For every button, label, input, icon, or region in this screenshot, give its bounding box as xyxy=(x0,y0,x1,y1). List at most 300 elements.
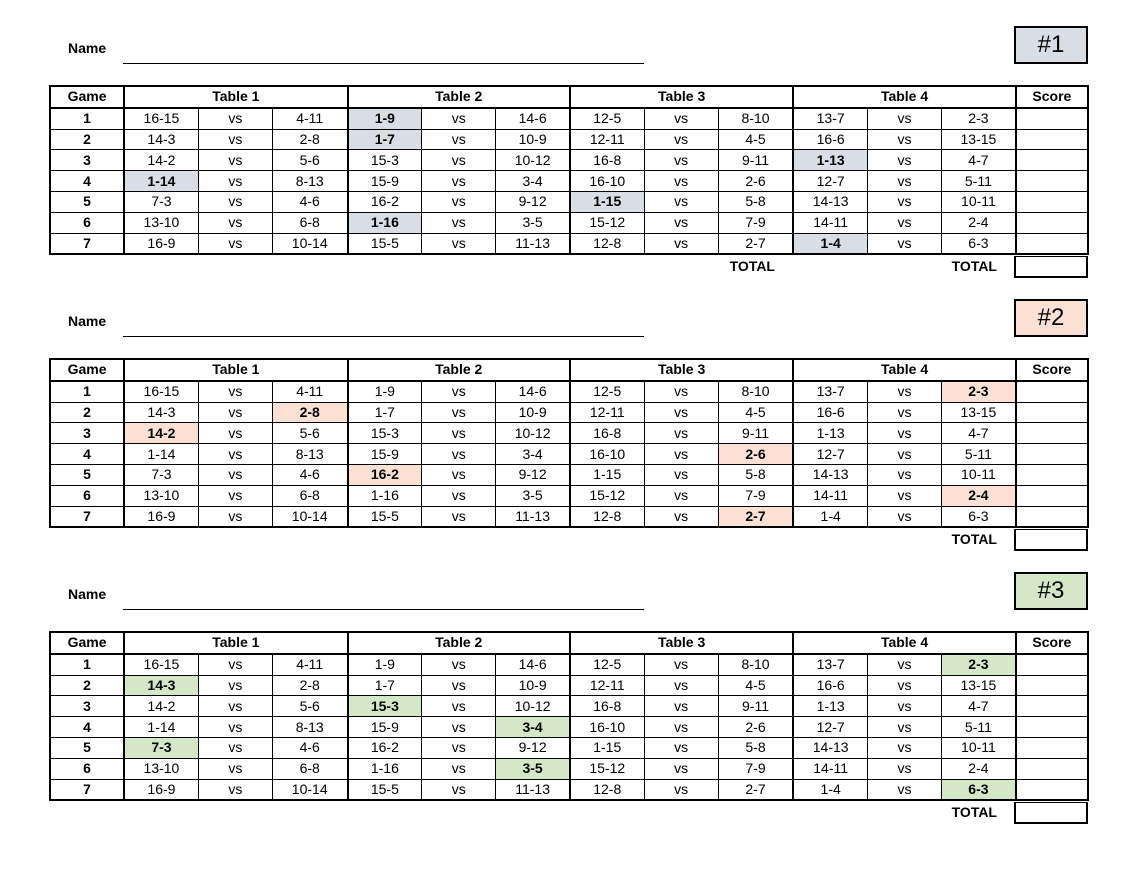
vs-cell: vs xyxy=(867,675,941,696)
pairing-cell: 16-9 xyxy=(124,506,198,527)
pairing-cell: 14-6 xyxy=(496,381,570,402)
pairing-cell: 5-11 xyxy=(942,717,1016,738)
vs-cell: vs xyxy=(644,779,718,800)
vs-cell: vs xyxy=(867,444,941,465)
pairing-cell: 1-9 xyxy=(348,654,422,675)
pairing-cell: 13-10 xyxy=(124,485,198,506)
pairing-cell: 10-9 xyxy=(496,675,570,696)
score-cell[interactable] xyxy=(1016,129,1088,150)
game-number: 4 xyxy=(50,444,124,465)
pairing-cell: 15-3 xyxy=(348,423,422,444)
vs-cell: vs xyxy=(422,129,496,150)
header-row xyxy=(50,86,1088,108)
vs-cell: vs xyxy=(198,758,272,779)
game-number: 7 xyxy=(50,779,124,800)
pairing-cell: 2-3 xyxy=(942,381,1016,402)
pairing-cell: 15-9 xyxy=(348,171,422,192)
vs-cell: vs xyxy=(198,506,272,527)
vs-cell: vs xyxy=(644,129,718,150)
pairing-cell: 14-2 xyxy=(124,423,198,444)
score-cell[interactable] xyxy=(1016,464,1088,485)
schedule-table xyxy=(49,358,1089,528)
pairing-cell: 1-9 xyxy=(348,381,422,402)
column-header: Game xyxy=(50,632,124,654)
score-cell[interactable] xyxy=(1016,150,1088,171)
pairing-cell: 2-8 xyxy=(272,402,347,423)
pairing-cell: 3-4 xyxy=(496,171,570,192)
pairing-cell: 16-2 xyxy=(348,464,422,485)
vs-cell: vs xyxy=(422,423,496,444)
pairing-cell: 1-7 xyxy=(348,402,422,423)
pairing-cell: 16-8 xyxy=(570,423,644,444)
table-row xyxy=(50,402,1088,423)
pairing-cell: 4-11 xyxy=(272,654,347,675)
table-row xyxy=(50,381,1088,402)
pairing-cell: 8-10 xyxy=(718,381,793,402)
pairing-cell: 10-12 xyxy=(496,150,570,171)
vs-cell: vs xyxy=(644,675,718,696)
score-cell[interactable] xyxy=(1016,779,1088,800)
pairing-cell: 12-5 xyxy=(570,108,644,129)
name-line[interactable] xyxy=(123,336,644,337)
pairing-cell: 4-5 xyxy=(718,129,793,150)
vs-cell: vs xyxy=(198,717,272,738)
pairing-cell: 13-15 xyxy=(942,402,1016,423)
pairing-cell: 13-7 xyxy=(793,108,867,129)
score-cell[interactable] xyxy=(1016,444,1088,465)
pairing-cell: 12-8 xyxy=(570,233,644,254)
score-cell[interactable] xyxy=(1016,506,1088,527)
pairing-cell: 15-12 xyxy=(570,485,644,506)
totals-row xyxy=(49,529,1089,551)
pairing-cell: 14-6 xyxy=(496,108,570,129)
table-row xyxy=(50,150,1088,171)
pairing-cell: 2-8 xyxy=(272,129,347,150)
pairing-cell: 14-6 xyxy=(496,654,570,675)
pairing-cell: 7-3 xyxy=(124,737,198,758)
score-cell[interactable] xyxy=(1016,171,1088,192)
score-cell[interactable] xyxy=(1016,191,1088,212)
pairing-cell: 1-13 xyxy=(793,423,867,444)
vs-cell: vs xyxy=(644,402,718,423)
vs-cell: vs xyxy=(422,233,496,254)
pairing-cell: 4-6 xyxy=(272,191,347,212)
pairing-cell: 1-15 xyxy=(570,464,644,485)
game-number: 6 xyxy=(50,212,124,233)
vs-cell: vs xyxy=(867,129,941,150)
game-number: 7 xyxy=(50,233,124,254)
pairing-cell: 2-6 xyxy=(718,717,793,738)
pairing-cell: 12-5 xyxy=(570,381,644,402)
pairing-cell: 8-13 xyxy=(272,717,347,738)
vs-cell: vs xyxy=(422,191,496,212)
vs-cell: vs xyxy=(867,758,941,779)
column-header: Table 3 xyxy=(570,359,793,381)
player-number-badge: #1 xyxy=(1014,26,1088,64)
pairing-cell: 5-8 xyxy=(718,464,793,485)
pairing-cell: 12-7 xyxy=(793,717,867,738)
pairing-cell: 7-3 xyxy=(124,464,198,485)
table-row xyxy=(50,423,1088,444)
pairing-cell: 4-7 xyxy=(942,696,1016,717)
pairing-cell: 15-9 xyxy=(348,717,422,738)
game-number: 1 xyxy=(50,654,124,675)
pairing-cell: 2-3 xyxy=(942,108,1016,129)
pairing-cell: 6-8 xyxy=(272,485,347,506)
score-cell[interactable] xyxy=(1016,758,1088,779)
pairing-cell: 2-6 xyxy=(718,171,793,192)
pairing-cell: 1-14 xyxy=(124,444,198,465)
pairing-cell: 10-14 xyxy=(272,233,347,254)
pairing-cell: 16-8 xyxy=(570,696,644,717)
name-label: Name xyxy=(68,40,107,56)
pairing-cell: 1-13 xyxy=(793,696,867,717)
game-number: 3 xyxy=(50,423,124,444)
total-label: TOTAL xyxy=(951,531,997,547)
table-row xyxy=(50,171,1088,192)
pairing-cell: 16-15 xyxy=(124,108,198,129)
table-row xyxy=(50,108,1088,129)
vs-cell: vs xyxy=(198,150,272,171)
pairing-cell: 12-7 xyxy=(793,171,867,192)
vs-cell: vs xyxy=(867,212,941,233)
game-number: 2 xyxy=(50,675,124,696)
vs-cell: vs xyxy=(867,696,941,717)
pairing-cell: 4-6 xyxy=(272,737,347,758)
pairing-cell: 3-5 xyxy=(496,485,570,506)
pairing-cell: 7-9 xyxy=(718,485,793,506)
pairing-cell: 10-11 xyxy=(942,464,1016,485)
vs-cell: vs xyxy=(422,737,496,758)
pairing-cell: 2-6 xyxy=(718,444,793,465)
vs-cell: vs xyxy=(422,654,496,675)
pairing-cell: 1-13 xyxy=(793,150,867,171)
name-line[interactable] xyxy=(123,63,644,64)
vs-cell: vs xyxy=(198,779,272,800)
vs-cell: vs xyxy=(644,485,718,506)
game-number: 6 xyxy=(50,485,124,506)
game-number: 3 xyxy=(50,696,124,717)
vs-cell: vs xyxy=(198,191,272,212)
score-cell[interactable] xyxy=(1016,654,1088,675)
pairing-cell: 8-13 xyxy=(272,444,347,465)
pairing-cell: 1-9 xyxy=(348,108,422,129)
pairing-cell: 9-12 xyxy=(496,737,570,758)
pairing-cell: 15-5 xyxy=(348,779,422,800)
pairing-cell: 9-11 xyxy=(718,150,793,171)
vs-cell: vs xyxy=(867,191,941,212)
vs-cell: vs xyxy=(422,381,496,402)
table-row xyxy=(50,506,1088,527)
column-header: Table 3 xyxy=(570,86,793,108)
pairing-cell: 14-11 xyxy=(793,485,867,506)
column-header: Score xyxy=(1016,359,1088,381)
score-cell[interactable] xyxy=(1016,212,1088,233)
name-label: Name xyxy=(68,586,107,602)
vs-cell: vs xyxy=(198,464,272,485)
score-cell[interactable] xyxy=(1016,233,1088,254)
totals-row xyxy=(49,256,1089,278)
pairing-cell: 14-2 xyxy=(124,150,198,171)
vs-cell: vs xyxy=(422,444,496,465)
table-row xyxy=(50,129,1088,150)
vs-cell: vs xyxy=(198,654,272,675)
pairing-cell: 2-3 xyxy=(942,654,1016,675)
pairing-cell: 2-4 xyxy=(942,485,1016,506)
score-cell[interactable] xyxy=(1016,485,1088,506)
pairing-cell: 16-6 xyxy=(793,675,867,696)
pairing-cell: 6-3 xyxy=(942,779,1016,800)
pairing-cell: 8-13 xyxy=(272,171,347,192)
vs-cell: vs xyxy=(422,696,496,717)
vs-cell: vs xyxy=(198,212,272,233)
vs-cell: vs xyxy=(867,654,941,675)
game-number: 5 xyxy=(50,191,124,212)
pairing-cell: 1-4 xyxy=(793,779,867,800)
pairing-cell: 12-11 xyxy=(570,129,644,150)
vs-cell: vs xyxy=(644,108,718,129)
pairing-cell: 16-6 xyxy=(793,129,867,150)
vs-cell: vs xyxy=(198,675,272,696)
pairing-cell: 4-7 xyxy=(942,423,1016,444)
game-number: 5 xyxy=(50,737,124,758)
vs-cell: vs xyxy=(644,150,718,171)
pairing-cell: 3-4 xyxy=(496,717,570,738)
vs-cell: vs xyxy=(644,696,718,717)
vs-cell: vs xyxy=(422,150,496,171)
pairing-cell: 12-8 xyxy=(570,779,644,800)
column-header: Table 2 xyxy=(348,359,570,381)
pairing-cell: 9-12 xyxy=(496,464,570,485)
pairing-cell: 16-15 xyxy=(124,381,198,402)
pairing-cell: 5-6 xyxy=(272,696,347,717)
pairing-cell: 2-4 xyxy=(942,758,1016,779)
pairing-cell: 1-14 xyxy=(124,717,198,738)
vs-cell: vs xyxy=(644,191,718,212)
pairing-cell: 10-9 xyxy=(496,402,570,423)
vs-cell: vs xyxy=(422,108,496,129)
vs-cell: vs xyxy=(867,464,941,485)
column-header: Score xyxy=(1016,86,1088,108)
vs-cell: vs xyxy=(198,108,272,129)
score-cell[interactable] xyxy=(1016,402,1088,423)
vs-cell: vs xyxy=(644,212,718,233)
pairing-cell: 10-14 xyxy=(272,779,347,800)
table-row xyxy=(50,212,1088,233)
game-number: 7 xyxy=(50,506,124,527)
pairing-cell: 16-10 xyxy=(570,444,644,465)
pairing-cell: 16-15 xyxy=(124,654,198,675)
vs-cell: vs xyxy=(644,423,718,444)
vs-cell: vs xyxy=(422,485,496,506)
score-cell[interactable] xyxy=(1016,381,1088,402)
pairing-cell: 4-11 xyxy=(272,381,347,402)
vs-cell: vs xyxy=(644,233,718,254)
vs-cell: vs xyxy=(422,506,496,527)
pairing-cell: 12-11 xyxy=(570,675,644,696)
pairing-cell: 6-3 xyxy=(942,233,1016,254)
pairing-cell: 13-15 xyxy=(942,675,1016,696)
pairing-cell: 7-9 xyxy=(718,758,793,779)
game-number: 1 xyxy=(50,381,124,402)
score-cell[interactable] xyxy=(1016,423,1088,444)
vs-cell: vs xyxy=(422,675,496,696)
pairing-cell: 12-8 xyxy=(570,506,644,527)
table-row xyxy=(50,191,1088,212)
total-score-box[interactable] xyxy=(1014,256,1088,278)
vs-cell: vs xyxy=(644,737,718,758)
pairing-cell: 9-12 xyxy=(496,191,570,212)
pairing-cell: 7-3 xyxy=(124,191,198,212)
vs-cell: vs xyxy=(198,737,272,758)
pairing-cell: 4-7 xyxy=(942,150,1016,171)
pairing-cell: 1-16 xyxy=(348,212,422,233)
game-number: 1 xyxy=(50,108,124,129)
pairing-cell: 10-11 xyxy=(942,191,1016,212)
table-row xyxy=(50,464,1088,485)
pairing-cell: 6-8 xyxy=(272,758,347,779)
vs-cell: vs xyxy=(867,381,941,402)
score-cell[interactable] xyxy=(1016,696,1088,717)
total-label: TOTAL xyxy=(951,258,997,274)
pairing-cell: 16-9 xyxy=(124,233,198,254)
pairing-cell: 12-5 xyxy=(570,654,644,675)
pairing-cell: 10-11 xyxy=(942,737,1016,758)
column-header: Game xyxy=(50,86,124,108)
vs-cell: vs xyxy=(422,212,496,233)
vs-cell: vs xyxy=(867,233,941,254)
pairing-cell: 5-11 xyxy=(942,444,1016,465)
column-header: Table 4 xyxy=(793,359,1015,381)
vs-cell: vs xyxy=(867,108,941,129)
pairing-cell: 16-10 xyxy=(570,171,644,192)
column-header: Game xyxy=(50,359,124,381)
vs-cell: vs xyxy=(422,758,496,779)
vs-cell: vs xyxy=(644,171,718,192)
vs-cell: vs xyxy=(422,402,496,423)
vs-cell: vs xyxy=(644,758,718,779)
pairing-cell: 2-8 xyxy=(272,675,347,696)
pairing-cell: 14-3 xyxy=(124,402,198,423)
name-line[interactable] xyxy=(123,609,644,610)
game-number: 2 xyxy=(50,402,124,423)
pairing-cell: 14-2 xyxy=(124,696,198,717)
pairing-cell: 15-5 xyxy=(348,506,422,527)
schedule-table xyxy=(49,85,1089,255)
pairing-cell: 2-7 xyxy=(718,779,793,800)
vs-cell: vs xyxy=(422,779,496,800)
pairing-cell: 5-6 xyxy=(272,423,347,444)
vs-cell: vs xyxy=(867,150,941,171)
pairing-cell: 2-7 xyxy=(718,233,793,254)
pairing-cell: 5-8 xyxy=(718,191,793,212)
pairing-cell: 14-3 xyxy=(124,129,198,150)
total-label: TOTAL xyxy=(951,804,997,820)
vs-cell: vs xyxy=(867,171,941,192)
pairing-cell: 6-8 xyxy=(272,212,347,233)
total-label: TOTAL xyxy=(729,258,775,274)
score-cell[interactable] xyxy=(1016,675,1088,696)
table-row xyxy=(50,233,1088,254)
vs-cell: vs xyxy=(867,402,941,423)
pairing-cell: 4-5 xyxy=(718,675,793,696)
vs-cell: vs xyxy=(644,444,718,465)
pairing-cell: 9-11 xyxy=(718,423,793,444)
pairing-cell: 13-10 xyxy=(124,758,198,779)
table-row xyxy=(50,758,1088,779)
pairing-cell: 14-3 xyxy=(124,675,198,696)
table-row xyxy=(50,737,1088,758)
vs-cell: vs xyxy=(198,696,272,717)
pairing-cell: 13-15 xyxy=(942,129,1016,150)
pairing-cell: 1-7 xyxy=(348,675,422,696)
column-header: Table 2 xyxy=(348,632,570,654)
column-header: Table 1 xyxy=(124,632,347,654)
table-row xyxy=(50,696,1088,717)
table-row xyxy=(50,485,1088,506)
vs-cell: vs xyxy=(198,129,272,150)
pairing-cell: 16-2 xyxy=(348,737,422,758)
score-cell[interactable] xyxy=(1016,737,1088,758)
game-number: 5 xyxy=(50,464,124,485)
game-number: 6 xyxy=(50,758,124,779)
pairing-cell: 4-11 xyxy=(272,108,347,129)
pairing-cell: 12-7 xyxy=(793,444,867,465)
vs-cell: vs xyxy=(867,506,941,527)
column-header: Table 4 xyxy=(793,632,1015,654)
pairing-cell: 14-13 xyxy=(793,737,867,758)
vs-cell: vs xyxy=(644,506,718,527)
vs-cell: vs xyxy=(867,717,941,738)
table-row xyxy=(50,654,1088,675)
pairing-cell: 15-3 xyxy=(348,150,422,171)
pairing-cell: 4-6 xyxy=(272,464,347,485)
pairing-cell: 2-4 xyxy=(942,212,1016,233)
vs-cell: vs xyxy=(644,464,718,485)
pairing-cell: 15-9 xyxy=(348,444,422,465)
vs-cell: vs xyxy=(198,171,272,192)
column-header: Table 2 xyxy=(348,86,570,108)
pairing-cell: 13-10 xyxy=(124,212,198,233)
pairing-cell: 14-11 xyxy=(793,758,867,779)
schedule-table xyxy=(49,631,1089,801)
pairing-cell: 4-5 xyxy=(718,402,793,423)
pairing-cell: 11-13 xyxy=(496,779,570,800)
pairing-cell: 1-15 xyxy=(570,737,644,758)
game-number: 2 xyxy=(50,129,124,150)
pairing-cell: 5-6 xyxy=(272,150,347,171)
vs-cell: vs xyxy=(867,423,941,444)
vs-cell: vs xyxy=(867,779,941,800)
pairing-cell: 16-2 xyxy=(348,191,422,212)
vs-cell: vs xyxy=(867,737,941,758)
column-header: Score xyxy=(1016,632,1088,654)
score-cell[interactable] xyxy=(1016,108,1088,129)
pairing-cell: 1-16 xyxy=(348,485,422,506)
score-cell[interactable] xyxy=(1016,717,1088,738)
header-row xyxy=(50,632,1088,654)
total-score-box[interactable] xyxy=(1014,529,1088,551)
pairing-cell: 7-9 xyxy=(718,212,793,233)
pairing-cell: 14-13 xyxy=(793,191,867,212)
vs-cell: vs xyxy=(198,233,272,254)
column-header: Table 1 xyxy=(124,359,347,381)
pairing-cell: 15-5 xyxy=(348,233,422,254)
pairing-cell: 3-4 xyxy=(496,444,570,465)
pairing-cell: 1-14 xyxy=(124,171,198,192)
game-number: 4 xyxy=(50,171,124,192)
total-score-box[interactable] xyxy=(1014,802,1088,824)
